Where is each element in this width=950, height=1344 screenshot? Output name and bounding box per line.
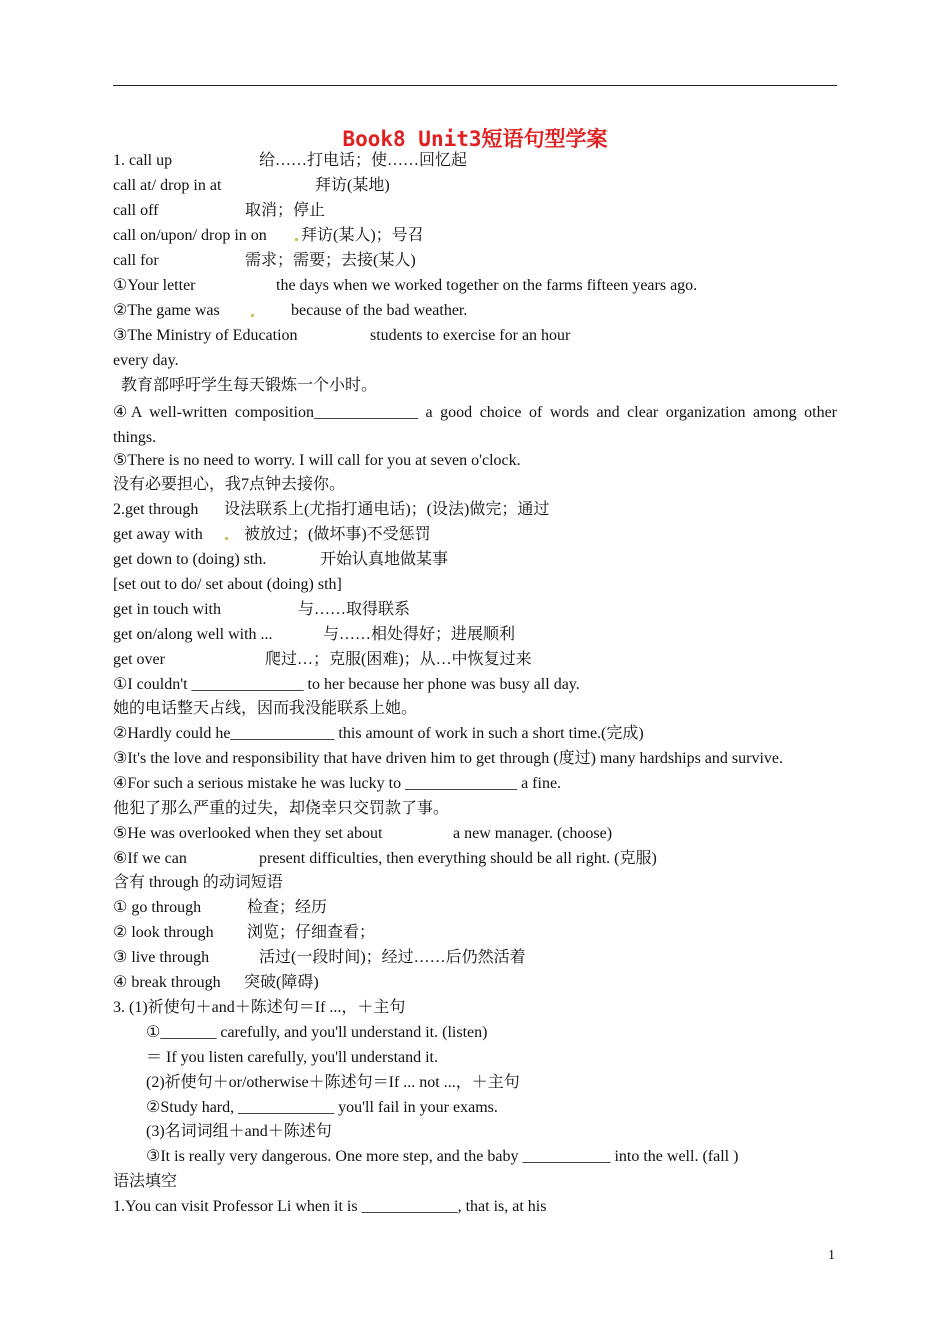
phrase: ③ live through: [113, 949, 210, 966]
text-line: [113, 251, 416, 271]
text-line: ①_______ carefully, and you'll understand it. (listen): [146, 1024, 488, 1041]
text-line: [113, 600, 411, 620]
phrase: call for: [113, 252, 159, 269]
phrase: ①Your letter: [113, 277, 196, 294]
sentence: ⑤He was overlooked when they set about: [113, 825, 383, 842]
meaning: 设法联系上(尤指打通电话)；(设法)做完；通过: [224, 501, 550, 518]
text-line: [113, 201, 326, 221]
meaning: 取消；停止: [245, 202, 326, 219]
text-line: ③It is really very dangerous. One more step, and the baby ___________ into the well. (fall ): [146, 1148, 739, 1165]
sentence: a new manager. (choose): [453, 825, 613, 842]
phrase: get away with: [113, 526, 203, 543]
text-line: ①I couldn't ______________ to her because her phone was busy all day.: [113, 676, 580, 693]
text-line: [113, 176, 390, 196]
meaning: 活过(一段时间)；经过……后仍然活着: [259, 949, 526, 966]
meaning: 开始认真地做某事: [320, 551, 449, 568]
sentence: present difficulties, then everything should be all right. (克服): [259, 850, 657, 867]
phrase: ② look through: [113, 924, 214, 941]
phrase: get over: [113, 651, 165, 668]
text-paragraph: ④A well-written composition_____________ a good choice of words and clear organization among other things.: [113, 404, 837, 446]
text-line: [113, 625, 516, 645]
phrase: ③The Ministry of Education: [113, 327, 298, 344]
marker: [225, 537, 228, 540]
text-line: 3. (1)祈使句＋and＋陈述句＝If ...，＋主句: [113, 999, 406, 1016]
text-line: [113, 276, 698, 296]
text-line: [113, 948, 526, 968]
text-line: ②Study hard, ____________ you'll fail in your exams.: [146, 1099, 498, 1116]
text-line: 1.You can visit Professor Li when it is ____________, that is, at his: [113, 1198, 547, 1215]
text-line: [113, 550, 449, 570]
phrase: call at/ drop in at: [113, 177, 222, 194]
sentence: ⑥If we can: [113, 850, 187, 867]
page-title: Book8 Unit3短语句型学案: [342, 127, 608, 151]
phrase: 2.get through: [113, 501, 199, 518]
meaning: 爬过…；克服(困难)；从…中恢复过来: [265, 651, 532, 668]
sentence: the days when we worked together on the farms fifteen years ago.: [276, 277, 698, 294]
meaning: 拜访(某人)；号召: [301, 227, 424, 244]
text-line: ＝ If you listen carefully, you'll understand it.: [146, 1049, 439, 1066]
text-line: [113, 326, 571, 346]
meaning: 检查；经历: [247, 899, 328, 916]
marker: [251, 314, 254, 317]
text-line: 他犯了那么严重的过失，却侥幸只交罚款了事。: [113, 800, 450, 817]
phrase: get on/along well with ...: [113, 626, 273, 643]
meaning: 浏览；仔细查看；: [247, 924, 376, 941]
meaning: 拜访(某地): [315, 177, 390, 194]
sentence: because of the bad weather.: [291, 302, 468, 319]
meaning: 与……取得联系: [298, 601, 411, 618]
text-line: [113, 973, 319, 993]
text-line: [113, 151, 468, 171]
text-line: ⑤There is no need to worry. I will call for you at seven o'clock.: [113, 452, 521, 469]
text-line: 含有 through 的动词短语: [113, 874, 283, 891]
text-line: 没有必要担心，我7点钟去接你。: [113, 476, 346, 493]
meaning: 突破(障碍): [244, 974, 319, 991]
text-line: [113, 650, 532, 670]
text-line: [113, 226, 424, 246]
text-line: 她的电话整天占线，因而我没能联系上她。: [113, 700, 418, 717]
phrase: get in touch with: [113, 601, 221, 618]
sentence: students to exercise for an hour: [370, 327, 571, 344]
text-line: [set out to do/ set about (doing) sth]: [113, 576, 342, 593]
text-line: [113, 301, 468, 321]
text-line: (3)名词词组＋and＋陈述句: [146, 1123, 332, 1140]
text-line: 语法填空: [113, 1173, 178, 1190]
phrase: 1. call up: [113, 152, 173, 169]
text-line: [113, 898, 328, 918]
meaning: 与……相处得好；进展顺利: [323, 626, 516, 643]
text-line: [113, 923, 376, 943]
text-line: ②Hardly could he_____________ this amount of work in such a short time.(完成): [113, 725, 644, 742]
meaning: 给……打电话；使……回忆起: [259, 152, 468, 169]
phrase: ① go through: [113, 899, 202, 916]
text-line: every day.: [113, 352, 179, 369]
text-line: ③It's the love and responsibility that have driven him to get through (度过) many hardships and survive.: [113, 750, 783, 767]
text-line: (2)祈使句＋or/otherwise＋陈述句＝If ... not ...，＋主句: [146, 1074, 520, 1091]
text-line: [113, 824, 613, 844]
meaning: 被放过；(做坏事)不受惩罚: [244, 526, 431, 543]
phrase: call off: [113, 202, 159, 219]
text-line: [113, 525, 431, 545]
page-number: 1: [828, 1248, 835, 1263]
marker: [295, 238, 298, 241]
phrase: call on/upon/ drop in on: [113, 227, 267, 244]
text-line: ④For such a serious mistake he was lucky to ______________ a fine.: [113, 775, 562, 792]
text-line: [113, 849, 657, 869]
meaning: 需求；需要；去接(某人): [245, 252, 416, 269]
phrase: ④ break through: [113, 974, 221, 991]
phrase: get down to (doing) sth.: [113, 551, 267, 568]
text-line: 教育部呼吁学生每天锻炼一个小时。: [121, 377, 378, 394]
text-line: [113, 500, 550, 520]
phrase: ②The game was: [113, 302, 220, 319]
header-rule: [113, 85, 837, 86]
